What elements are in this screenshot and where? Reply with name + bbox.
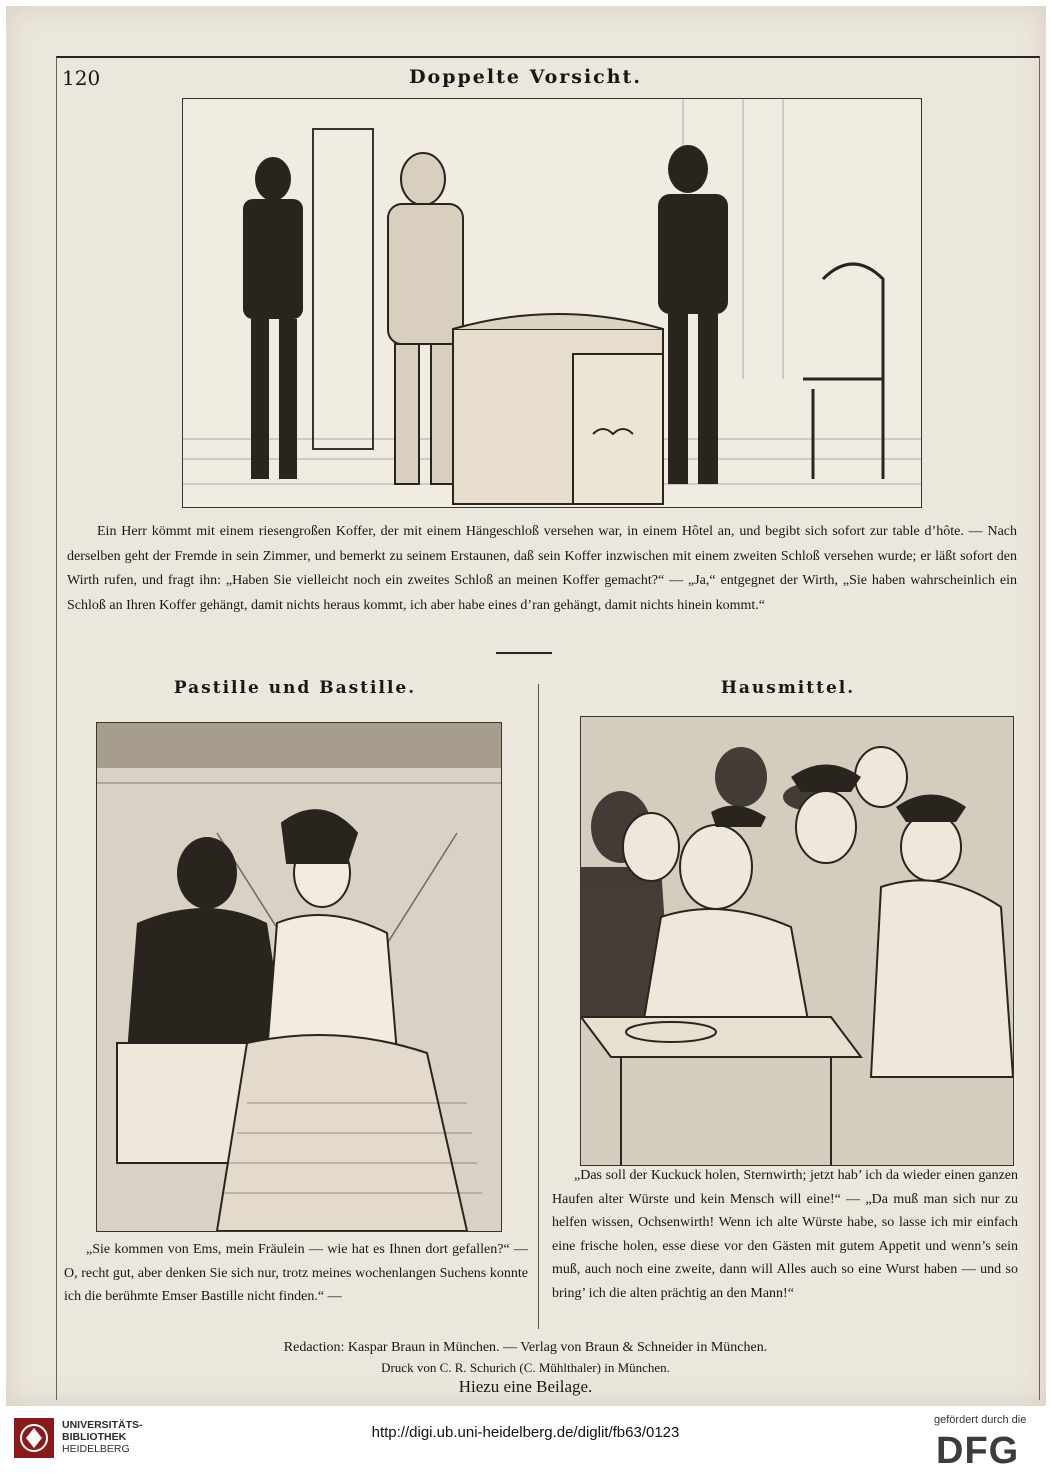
permalink-url[interactable]: http://digi.ub.uni-heidelberg.de/diglit/fb63/0123 — [371, 1424, 680, 1441]
page-title: Doppelte Vorsicht. — [409, 66, 642, 88]
main-story-text — [67, 520, 1017, 618]
main-story-paragraph: Ein Herr kömmt mit einem riesengroßen Koffer, der mit einem Hängeschloß versehen war, in einem Hôtel an, und begibt sich sofort zur table d’hôte. — Nach derselben geht der Fremde in sein Zimmer, und bemerkt zu seinem Erstaunen, daß sein Koffer inzwischen mit einem zweiten Schloß versehen wurde; er läßt sofort den Wirth rufen, und fragt ihn: „Haben Sie vielleicht noch ein zweites Schloß an meinen Koffer gemacht?“ — „Ja,“ entgegnet der Wirth, „Sie haben wahrscheinlich ein Schloß an Ihren Koffer gehängt, damit nichts heraus kommt, ich aber habe eines d’ran gehängt, damit nichts hinein kommt.“ — [67, 524, 1017, 613]
left-caption — [64, 1238, 528, 1309]
left-caption-text: „Sie kommen von Ems, mein Fräulein — wie hat es Ihnen dort gefallen?“ — O, recht gut, aber denken Sie sich nur, trotz meines wochenlangen Suchens konnte ich die berühmte Emser Bastille nicht finden.“ — — [64, 1242, 528, 1304]
column-divider — [538, 684, 539, 1329]
left-section-title: Pastille und Bastille. — [173, 678, 417, 698]
illustration-tavern-scene — [580, 716, 1014, 1166]
right-caption-text: „Das soll der Kuckuck holen, Sternwirth; jetzt hab’ ich da wieder einen ganzen Haufen alter Würste und kein Mensch will eine!“ — „Da muß man sich nur zu helfen wissen, Ochsenwirth! Wenn ich alte Würste habe, so lasse ich mir einfach eine frische holen, esse diese vor den Gästen mit gutem Appetit und wenn’s sein muß, auch noch eine zweite, dann will Alles auch so eine Wurst haben — und so bring’ ich die alten prächtig an den Mann!“ — [552, 1168, 1018, 1301]
funding-label: gefördert durch die — [934, 1414, 1027, 1426]
page-number: 120 — [62, 66, 101, 90]
section-separator — [496, 652, 552, 654]
imprint-line-3: Hiezu eine Beilage. — [458, 1377, 593, 1396]
right-section-title: Hausmittel. — [720, 678, 856, 698]
library-name-line-3: HEIDELBERG — [62, 1443, 130, 1455]
illustration-trunk-scene — [182, 98, 922, 508]
viewer-footer — [0, 1406, 1051, 1480]
imprint-line-1: Redaction: Kaspar Braun in München. — Verlag von Braun & Schneider in München. — [283, 1340, 768, 1355]
dfg-logo: DFG — [936, 1430, 1020, 1472]
library-name-line-2: BIBLIOTHEK — [62, 1431, 127, 1443]
imprint-line-2: Druck von C. R. Schurich (C. Mühlthaler) in München. — [381, 1360, 670, 1375]
illustration-train-compartment — [96, 722, 502, 1232]
right-caption — [552, 1164, 1018, 1305]
library-name-line-1: UNIVERSITÄTS- — [62, 1419, 143, 1431]
